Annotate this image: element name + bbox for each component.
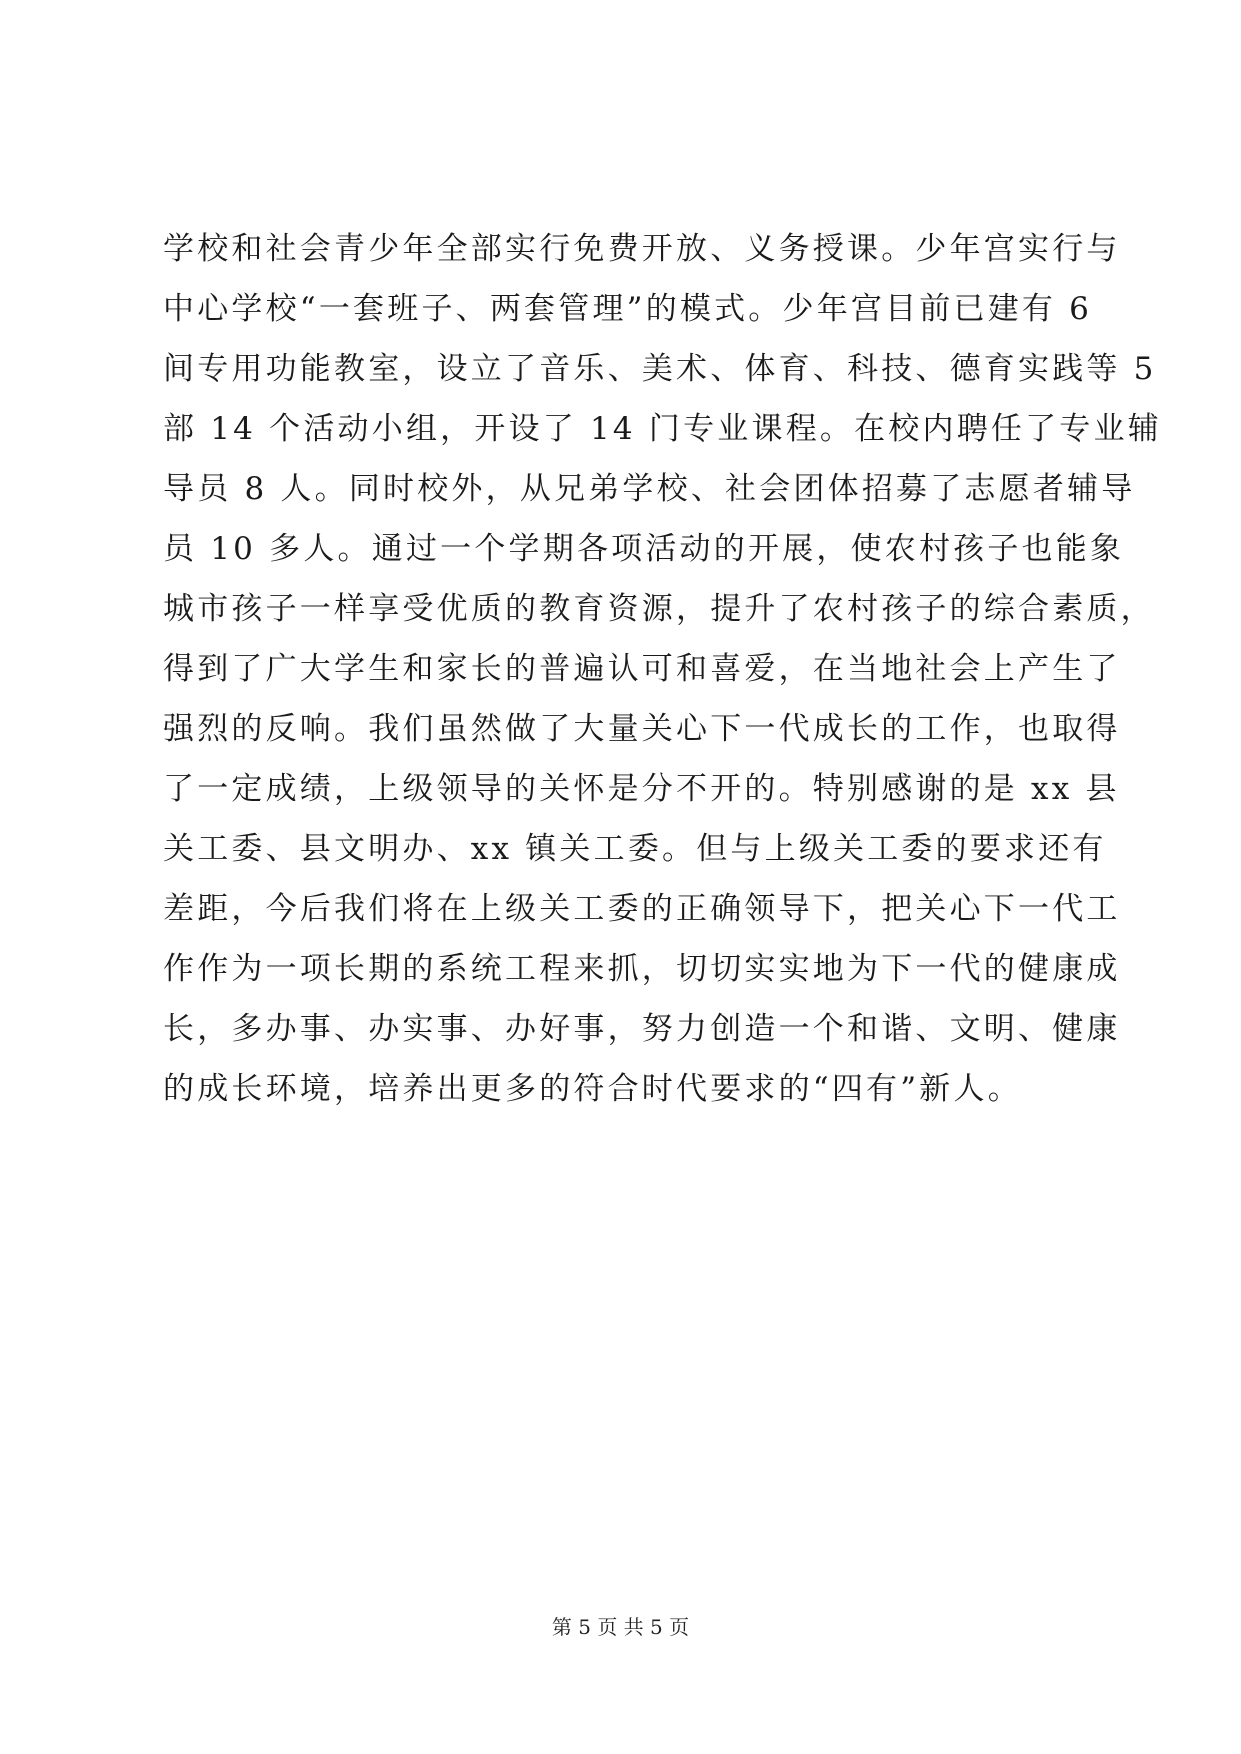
page-number: 第 5 页 共 5 页 [551, 1615, 690, 1639]
text-line: 学校和社会青少年全部实行免费开放、义务授课。少年宫实行与 [163, 231, 1121, 267]
text-line: 长，多办事、办实事、办好事，努力创造一个和谐、文明、健康 [163, 1011, 1121, 1047]
text-line: 城市孩子一样享受优质的教育资源，提升了农村孩子的综合素质， [163, 591, 1155, 627]
text-line: 作作为一项长期的系统工程来抓，切切实实地为下一代的健康成 [163, 951, 1121, 987]
text-line: 的成长环境，培养出更多的符合时代要求的“四有”新人。 [163, 1071, 1022, 1107]
text-line: 导员 8 人。同时校外，从兄弟学校、社会团体招募了志愿者辅导 [163, 471, 1136, 507]
text-line: 部 14 个活动小组，开设了 14 门专业课程。在校内聘任了专业辅 [163, 411, 1162, 447]
text-line: 了一定成绩，上级领导的关怀是分不开的。特别感谢的是 xx 县 [163, 771, 1120, 807]
text-line: 中心学校“一套班子、两套管理”的模式。少年宫目前已建有 6 [163, 291, 1093, 327]
text-line: 员 10 多人。通过一个学期各项活动的开展，使农村孩子也能象 [163, 531, 1125, 567]
text-line: 得到了广大学生和家长的普遍认可和喜爱，在当地社会上产生了 [163, 651, 1121, 687]
page-footer [0, 1613, 1241, 1641]
text-line: 强烈的反响。我们虽然做了大量关心下一代成长的工作，也取得 [163, 711, 1121, 747]
body-paragraph [163, 219, 1162, 1119]
text-line: 关工委、县文明办、xx 镇关工委。但与上级关工委的要求还有 [163, 831, 1107, 867]
text-line: 差距，今后我们将在上级关工委的正确领导下，把关心下一代工 [163, 891, 1121, 927]
text-line: 间专用功能教室，设立了音乐、美术、体育、科技、德育实践等 5 [163, 351, 1157, 387]
